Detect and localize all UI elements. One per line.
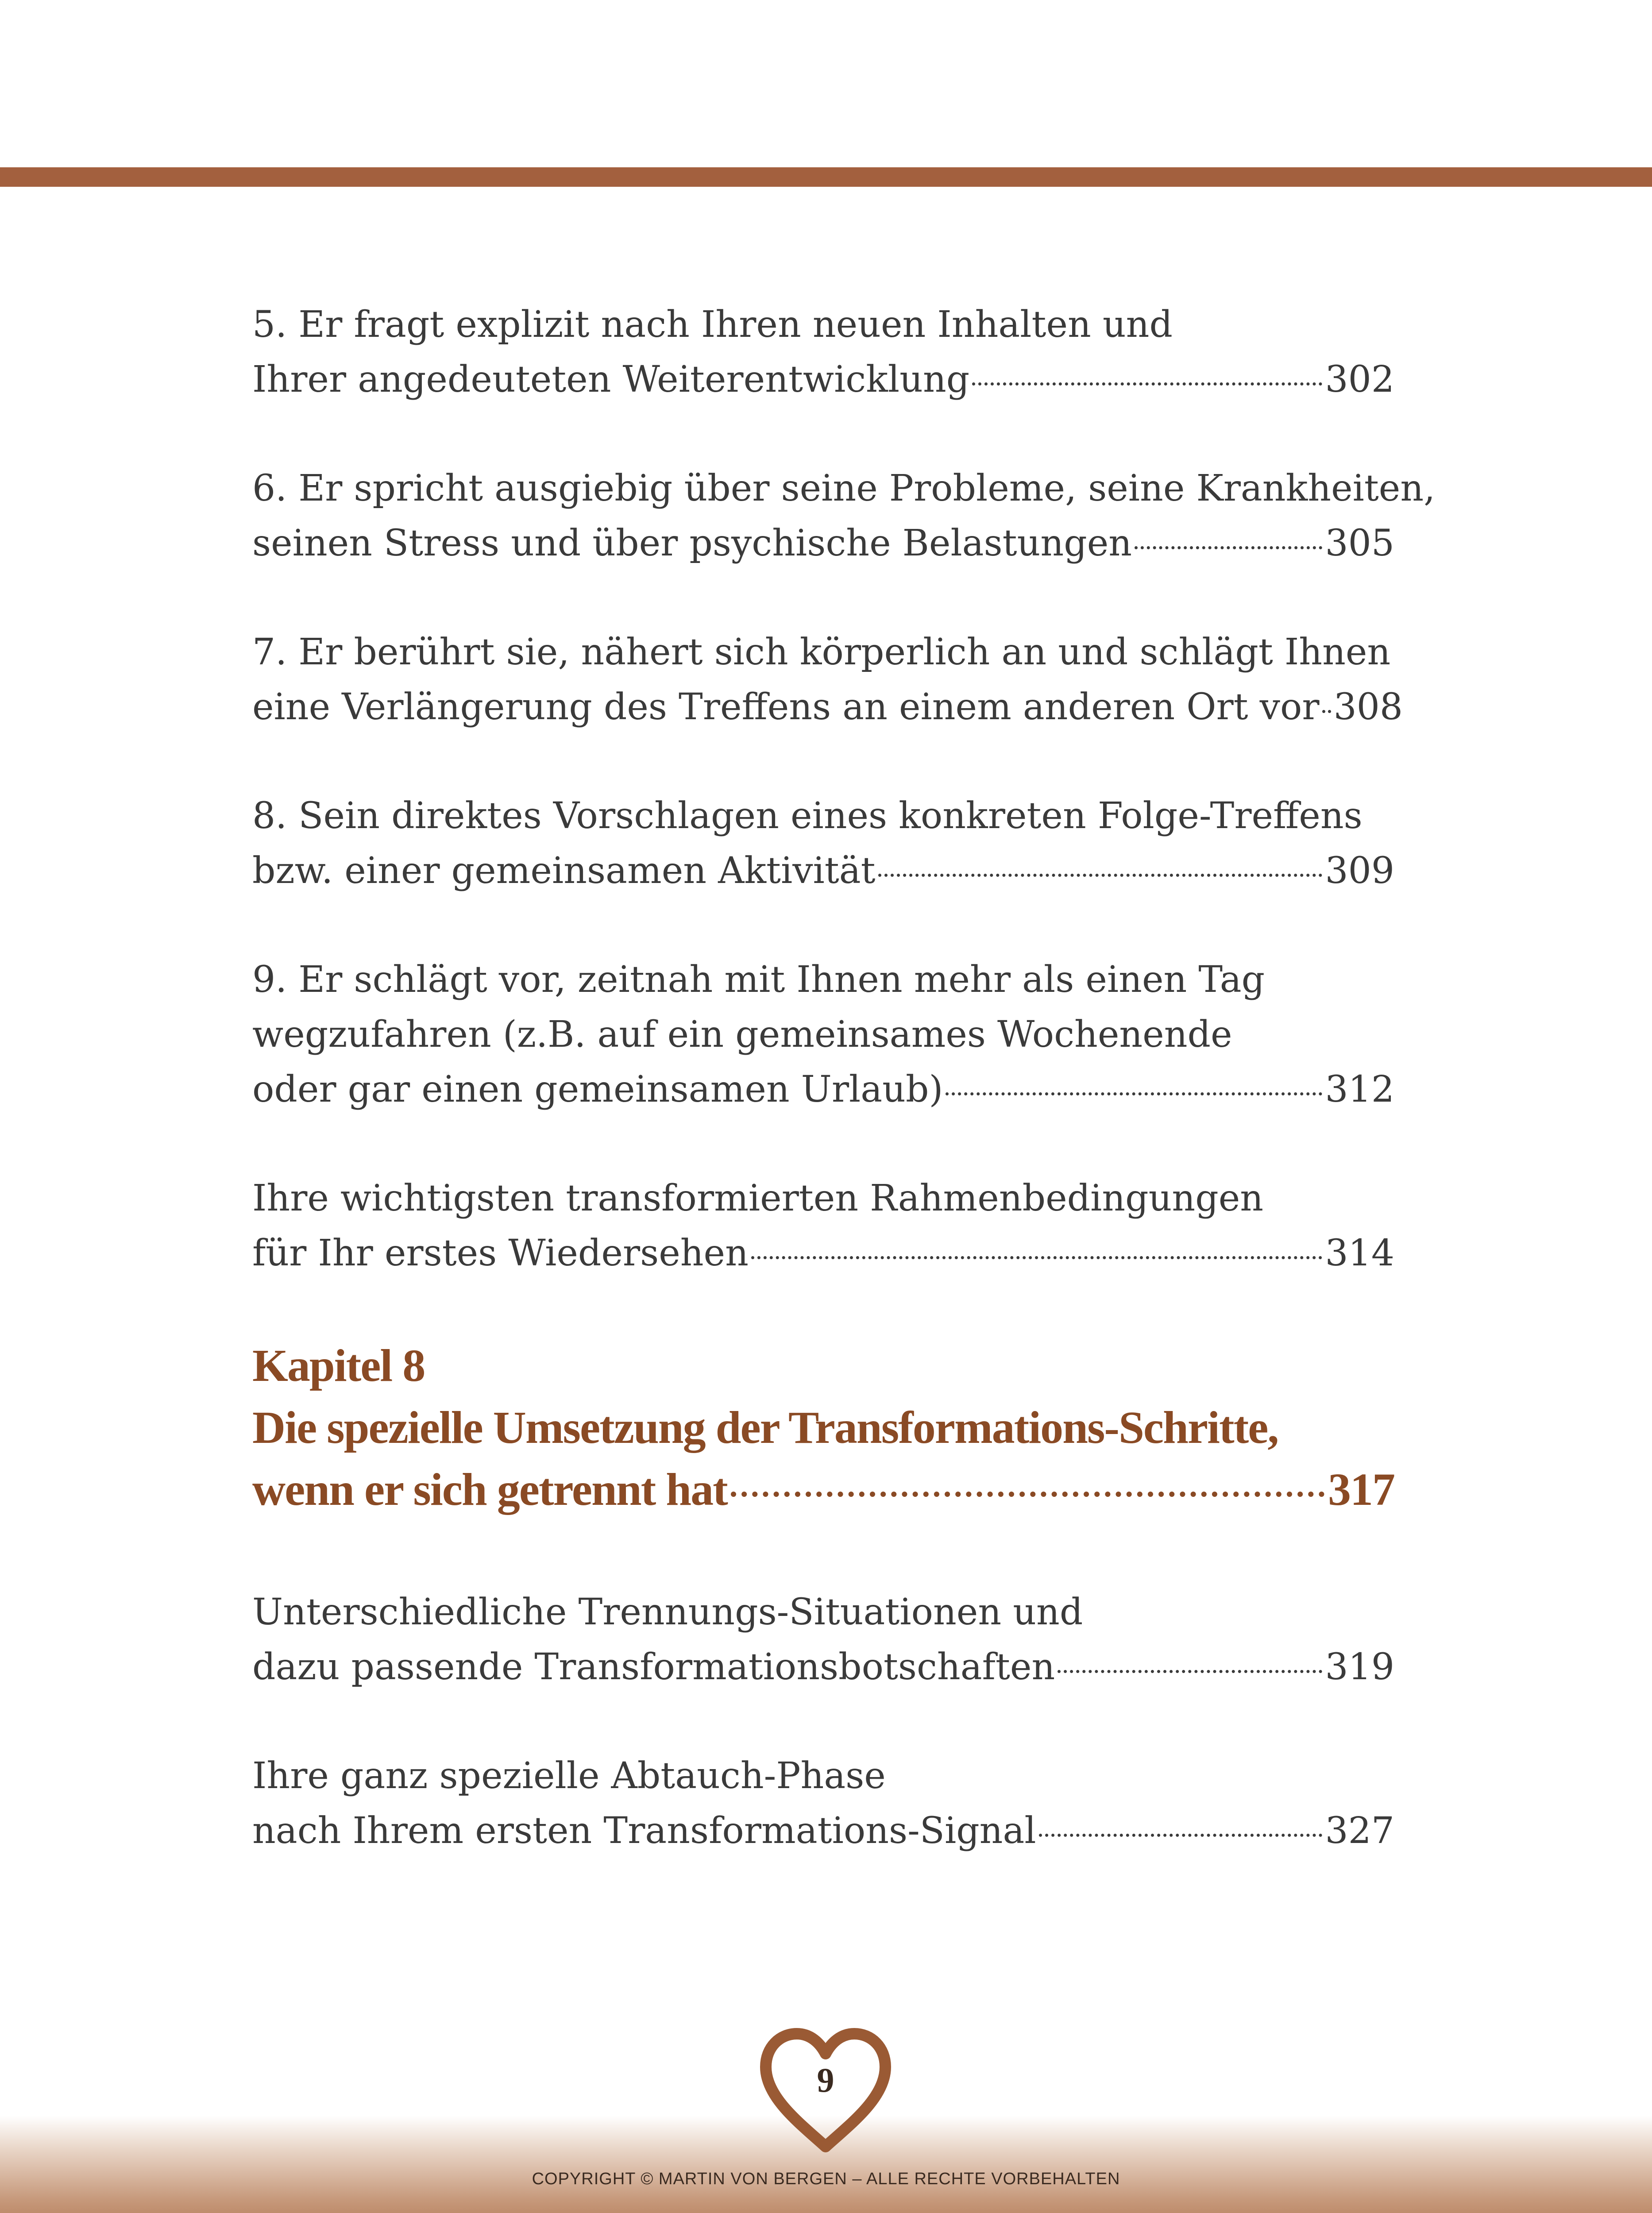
- toc-page-number: 312: [1325, 1068, 1394, 1110]
- toc-page-number: 327: [1325, 1810, 1394, 1852]
- toc-entry[interactable]: [252, 297, 1394, 407]
- dot-leader: [1039, 1834, 1323, 1837]
- toc-entry-line: 8. Sein direktes Vorschlagen eines konkreten Folge-Treffens: [252, 795, 1363, 837]
- toc-entry-last-line: [252, 680, 1403, 735]
- toc-entry[interactable]: [252, 1171, 1394, 1281]
- toc-entry[interactable]: [252, 461, 1436, 571]
- toc-entry[interactable]: [252, 1585, 1394, 1695]
- toc-entry-last-line: [252, 844, 1394, 898]
- dot-leader: [1322, 710, 1331, 713]
- top-rule: [0, 167, 1652, 187]
- toc-entry[interactable]: [252, 789, 1394, 898]
- toc-page-number: 309: [1325, 850, 1394, 892]
- toc-entry-text: seinen Stress und über psychische Belastungen: [252, 522, 1132, 564]
- dot-leader: [751, 1256, 1323, 1259]
- table-of-contents: [252, 297, 1436, 1912]
- dot-leader: [1058, 1670, 1322, 1673]
- toc-entry-line: Ihre ganz spezielle Abtauch-Phase: [252, 1755, 886, 1797]
- copyright-notice: COPYRIGHT © MARTIN VON BERGEN – ALLE RECHTE VORBEHALTEN: [532, 2170, 1120, 2188]
- dot-leader: [972, 382, 1322, 386]
- toc-entry-last-line: [252, 516, 1394, 571]
- toc-entry-last-line: [252, 1226, 1394, 1281]
- toc-entry-line: 7. Er berührt sie, nähert sich körperlich an und schlägt Ihnen: [252, 631, 1391, 673]
- toc-entry-last-line: [252, 1640, 1394, 1695]
- toc-page-number: 308: [1333, 686, 1403, 728]
- toc-entry[interactable]: [252, 1749, 1394, 1858]
- toc-page-number: 305: [1325, 522, 1394, 564]
- toc-entry-text: dazu passende Transformationsbotschaften: [252, 1646, 1055, 1688]
- toc-page-number: 314: [1325, 1232, 1394, 1274]
- toc-entry-last-line: [252, 352, 1394, 407]
- toc-entry-line: 5. Er fragt explizit nach Ihren neuen Inhalten und: [252, 304, 1173, 346]
- toc-page-number: 302: [1325, 359, 1394, 401]
- toc-entry[interactable]: [252, 952, 1394, 1117]
- dot-leader: [878, 874, 1323, 877]
- toc-entry-line: Ihre wichtigsten transformierten Rahmenbedingungen: [252, 1177, 1264, 1219]
- toc-entry-line: Unterschiedliche Trennungs-Situationen und: [252, 1591, 1083, 1633]
- toc-entry-line: wegzufahren (z.B. auf ein gemeinsames Wochenende: [252, 1014, 1232, 1056]
- toc-entry-text: bzw. einer gemeinsamen Aktivität: [252, 850, 876, 892]
- dot-leader: [731, 1492, 1324, 1497]
- toc-entry-text: oder gar einen gemeinsamen Urlaub): [252, 1068, 943, 1110]
- toc-entry-text: für Ihr erstes Wiedersehen: [252, 1232, 749, 1274]
- toc-entry[interactable]: [252, 625, 1403, 735]
- chapter-page-number: 317: [1328, 1464, 1394, 1515]
- toc-entry-last-line: [252, 1804, 1394, 1858]
- toc-entry-line: 9. Er schlägt vor, zeitnah mit Ihnen mehr als einen Tag: [252, 959, 1265, 1001]
- chapter-heading[interactable]: [252, 1335, 1394, 1521]
- chapter-number: Kapitel 8: [252, 1340, 425, 1391]
- toc-page-number: 319: [1325, 1646, 1394, 1688]
- toc-entry-text: nach Ihrem ersten Transformations-Signal: [252, 1810, 1036, 1852]
- toc-entry-text: eine Verlängerung des Treffens an einem anderen Ort vor: [252, 686, 1320, 728]
- page-number: 9: [817, 2061, 834, 2099]
- toc-entry-last-line: [252, 1062, 1394, 1117]
- toc-entry-line: 6. Er spricht ausgiebig über seine Probleme, seine Krankheiten,: [252, 467, 1436, 509]
- dot-leader: [1135, 546, 1322, 549]
- chapter-title-text: wenn er sich getrennt hat: [252, 1464, 727, 1515]
- chapter-title-last-line: [252, 1459, 1394, 1521]
- toc-entry-text: Ihrer angedeuteten Weiterentwicklung: [252, 359, 970, 401]
- dot-leader: [946, 1092, 1322, 1095]
- chapter-title-line: Die spezielle Umsetzung der Transformations-Schritte,: [252, 1402, 1278, 1453]
